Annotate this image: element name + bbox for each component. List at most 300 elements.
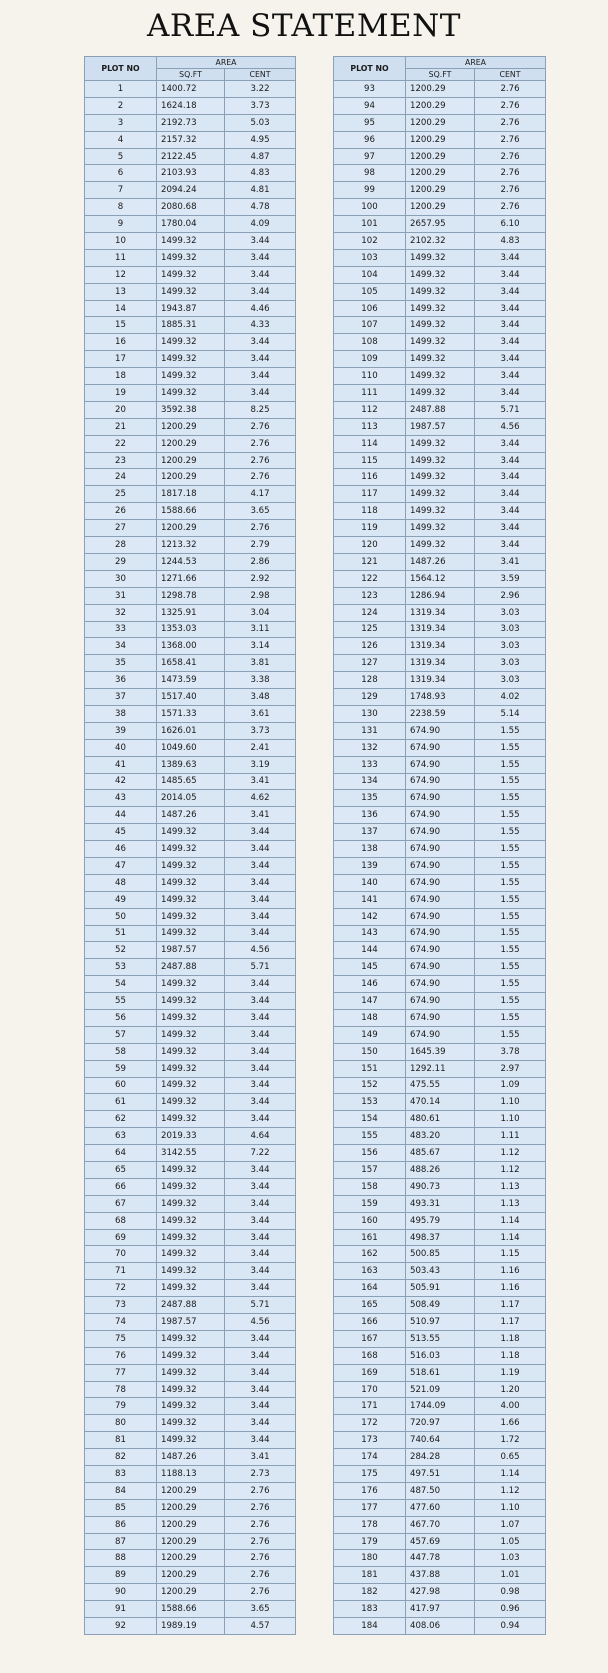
plot-no-cell: 158 [334, 1178, 406, 1195]
table-row [334, 1347, 546, 1364]
cent-cell: 4.57 [225, 1618, 296, 1635]
cent-cell: 2.76 [225, 452, 296, 469]
plot-no-cell: 56 [85, 1009, 157, 1026]
plot-no-cell: 128 [334, 672, 406, 689]
sqft-cell: 2487.88 [406, 401, 475, 418]
plot-no-cell: 9 [85, 216, 157, 233]
sqft-cell: 505.91 [406, 1280, 475, 1297]
sqft-cell: 674.90 [406, 756, 475, 773]
sqft-cell: 674.90 [406, 807, 475, 824]
cent-cell: 3.44 [225, 1162, 296, 1179]
cent-cell: 1.19 [475, 1364, 546, 1381]
area-table-left [84, 56, 296, 1635]
table-row [334, 1212, 546, 1229]
table-row [85, 1449, 296, 1466]
plot-no-cell: 134 [334, 773, 406, 790]
cent-cell: 3.19 [225, 756, 296, 773]
plot-no-cell: 163 [334, 1263, 406, 1280]
plot-no-cell: 17 [85, 351, 157, 368]
cent-cell: 3.44 [225, 925, 296, 942]
plot-no-cell: 13 [85, 283, 157, 300]
plot-no-cell: 94 [334, 97, 406, 114]
sqft-cell: 1286.94 [406, 587, 475, 604]
cent-cell: 1.55 [475, 891, 546, 908]
plot-no-cell: 18 [85, 368, 157, 385]
cent-cell: 2.79 [225, 537, 296, 554]
table-row [85, 435, 296, 452]
table-row [334, 199, 546, 216]
cent-cell: 1.13 [475, 1195, 546, 1212]
table-row [334, 148, 546, 165]
table-row [85, 722, 296, 739]
area-table-right [333, 56, 546, 1635]
cent-cell: 3.44 [475, 249, 546, 266]
table-row [85, 503, 296, 520]
table-row [85, 1347, 296, 1364]
cent-cell: 3.41 [225, 807, 296, 824]
table-row [334, 1381, 546, 1398]
sqft-cell: 1499.32 [406, 469, 475, 486]
table-row [334, 976, 546, 993]
sqft-cell: 1989.19 [157, 1618, 225, 1635]
table-row [334, 874, 546, 891]
table-row [334, 841, 546, 858]
sqft-cell: 3142.55 [157, 1145, 225, 1162]
plot-no-cell: 82 [85, 1449, 157, 1466]
plot-no-cell: 169 [334, 1364, 406, 1381]
sqft-cell: 1244.53 [157, 553, 225, 570]
sqft-cell: 1319.34 [406, 638, 475, 655]
table-row [334, 216, 546, 233]
plot-no-cell: 27 [85, 520, 157, 537]
table-row [334, 1466, 546, 1483]
sqft-cell: 1499.32 [157, 857, 225, 874]
table-row [334, 705, 546, 722]
table-row [85, 1314, 296, 1331]
cent-cell: 4.00 [475, 1398, 546, 1415]
plot-no-cell: 176 [334, 1482, 406, 1499]
sqft-cell: 674.90 [406, 976, 475, 993]
table-row [85, 553, 296, 570]
table-row [334, 824, 546, 841]
cent-cell: 3.11 [225, 621, 296, 638]
sqft-cell: 1499.32 [157, 1195, 225, 1212]
sqft-cell: 417.97 [406, 1601, 475, 1618]
sqft-cell: 674.90 [406, 874, 475, 891]
table-row [85, 182, 296, 199]
plot-no-cell: 7 [85, 182, 157, 199]
cent-cell: 5.03 [225, 114, 296, 131]
plot-no-cell: 29 [85, 553, 157, 570]
plot-no-cell: 23 [85, 452, 157, 469]
plot-no-cell: 74 [85, 1314, 157, 1331]
sqft-cell: 483.20 [406, 1128, 475, 1145]
cent-cell: 3.03 [475, 638, 546, 655]
cent-cell: 5.71 [225, 959, 296, 976]
sqft-cell: 1499.32 [406, 249, 475, 266]
cent-cell: 1.55 [475, 807, 546, 824]
table-row [334, 1195, 546, 1212]
sqft-cell: 1499.32 [157, 351, 225, 368]
plot-no-cell: 46 [85, 841, 157, 858]
sqft-cell: 1499.32 [157, 266, 225, 283]
plot-no-cell: 171 [334, 1398, 406, 1415]
sqft-cell: 2238.59 [406, 705, 475, 722]
table-row [85, 1229, 296, 1246]
plot-no-cell: 159 [334, 1195, 406, 1212]
table-row [85, 1499, 296, 1516]
sqft-cell: 1200.29 [157, 1567, 225, 1584]
cent-cell: 4.46 [225, 300, 296, 317]
plot-no-cell: 71 [85, 1263, 157, 1280]
plot-no-cell: 106 [334, 300, 406, 317]
table-row [334, 233, 546, 250]
sqft-cell: 1626.01 [157, 722, 225, 739]
cent-cell: 3.44 [225, 1077, 296, 1094]
plot-no-cell: 6 [85, 165, 157, 182]
cent-cell: 6.10 [475, 216, 546, 233]
sqft-cell: 437.88 [406, 1567, 475, 1584]
sqft-cell: 485.67 [406, 1145, 475, 1162]
table-row [85, 148, 296, 165]
sqft-cell: 1319.34 [406, 655, 475, 672]
sqft-cell: 488.26 [406, 1162, 475, 1179]
plot-no-cell: 153 [334, 1094, 406, 1111]
cent-cell: 4.02 [475, 689, 546, 706]
sqft-cell: 1200.29 [157, 1550, 225, 1567]
plot-no-cell: 144 [334, 942, 406, 959]
table-row [85, 790, 296, 807]
table-row [334, 283, 546, 300]
plot-no-cell: 31 [85, 587, 157, 604]
plot-no-cell: 131 [334, 722, 406, 739]
table-row [334, 1263, 546, 1280]
table-row [85, 1601, 296, 1618]
cent-header: CENT [225, 69, 296, 81]
cent-cell: 1.55 [475, 993, 546, 1010]
page-title: AREA STATEMENT [147, 8, 461, 44]
plot-no-cell: 161 [334, 1229, 406, 1246]
plot-no-cell: 93 [334, 81, 406, 98]
cent-cell: 3.44 [475, 266, 546, 283]
plot-no-cell: 115 [334, 452, 406, 469]
sqft-cell: 674.90 [406, 959, 475, 976]
cent-cell: 4.83 [225, 165, 296, 182]
cent-cell: 3.44 [225, 1212, 296, 1229]
table-row [85, 1297, 296, 1314]
sqft-cell: 408.06 [406, 1618, 475, 1635]
sqft-cell: 1499.32 [157, 249, 225, 266]
cent-cell: 8.25 [225, 401, 296, 418]
sqft-cell: 674.90 [406, 841, 475, 858]
table-row [85, 165, 296, 182]
plot-no-cell: 15 [85, 317, 157, 334]
cent-cell: 0.96 [475, 1601, 546, 1618]
cent-cell: 5.71 [225, 1297, 296, 1314]
sqft-cell: 1368.00 [157, 638, 225, 655]
sqft-cell: 1200.29 [157, 469, 225, 486]
sqft-cell: 1389.63 [157, 756, 225, 773]
sqft-cell: 674.90 [406, 790, 475, 807]
cent-cell: 1.55 [475, 942, 546, 959]
plot-no-cell: 172 [334, 1415, 406, 1432]
table-row [85, 1482, 296, 1499]
table-row [85, 1060, 296, 1077]
cent-cell: 3.48 [225, 689, 296, 706]
sqft-cell: 1200.29 [157, 1533, 225, 1550]
table-row [334, 1128, 546, 1145]
plot-no-cell: 43 [85, 790, 157, 807]
plot-no-cell: 130 [334, 705, 406, 722]
sqft-cell: 1499.32 [406, 452, 475, 469]
plot-no-cell: 33 [85, 621, 157, 638]
sqft-cell: 1645.39 [406, 1043, 475, 1060]
plot-no-cell: 12 [85, 266, 157, 283]
table-row [85, 1195, 296, 1212]
cent-cell: 1.55 [475, 722, 546, 739]
plot-no-header: PLOT NO [334, 57, 406, 81]
cent-cell: 0.94 [475, 1618, 546, 1635]
sqft-cell: 1499.32 [157, 993, 225, 1010]
sqft-cell: 674.90 [406, 908, 475, 925]
plot-no-cell: 79 [85, 1398, 157, 1415]
cent-cell: 1.13 [475, 1178, 546, 1195]
table-row [334, 1060, 546, 1077]
table-row [334, 959, 546, 976]
sqft-cell: 1499.32 [157, 841, 225, 858]
plot-no-cell: 179 [334, 1533, 406, 1550]
table-row [85, 1246, 296, 1263]
cent-cell: 3.44 [475, 317, 546, 334]
cent-cell: 1.15 [475, 1246, 546, 1263]
plot-no-cell: 155 [334, 1128, 406, 1145]
sqft-cell: 1049.60 [157, 739, 225, 756]
cent-cell: 3.44 [225, 368, 296, 385]
cent-cell: 2.97 [475, 1060, 546, 1077]
sqft-cell: 2014.05 [157, 790, 225, 807]
table-row [334, 1297, 546, 1314]
sqft-cell: 495.79 [406, 1212, 475, 1229]
table-row [85, 486, 296, 503]
plot-no-cell: 20 [85, 401, 157, 418]
plot-no-cell: 137 [334, 824, 406, 841]
plot-no-cell: 177 [334, 1499, 406, 1516]
cent-cell: 4.17 [225, 486, 296, 503]
plot-no-cell: 16 [85, 334, 157, 351]
cent-cell: 3.44 [225, 1280, 296, 1297]
table-row [85, 1212, 296, 1229]
table-row [85, 283, 296, 300]
plot-no-cell: 96 [334, 131, 406, 148]
sqft-cell: 521.09 [406, 1381, 475, 1398]
sqft-cell: 1499.32 [157, 1246, 225, 1263]
plot-no-cell: 133 [334, 756, 406, 773]
table-row [334, 722, 546, 739]
sqft-cell: 674.90 [406, 824, 475, 841]
sqft-cell: 1499.32 [157, 334, 225, 351]
sqft-cell: 2192.73 [157, 114, 225, 131]
plot-no-cell: 51 [85, 925, 157, 942]
table-row [334, 1482, 546, 1499]
sqft-cell: 1499.32 [157, 1398, 225, 1415]
cent-cell: 3.44 [475, 283, 546, 300]
table-row [334, 385, 546, 402]
cent-cell: 2.86 [225, 553, 296, 570]
plot-no-cell: 178 [334, 1516, 406, 1533]
plot-no-cell: 39 [85, 722, 157, 739]
cent-cell: 4.64 [225, 1128, 296, 1145]
cent-cell: 4.78 [225, 199, 296, 216]
table-row [334, 351, 546, 368]
plot-no-cell: 92 [85, 1618, 157, 1635]
plot-no-cell: 48 [85, 874, 157, 891]
table-row [85, 689, 296, 706]
cent-cell: 2.76 [225, 1550, 296, 1567]
cent-cell: 1.55 [475, 1009, 546, 1026]
cent-cell: 1.55 [475, 976, 546, 993]
table-row [85, 1466, 296, 1483]
sqft-cell: 1499.32 [157, 1094, 225, 1111]
plot-no-cell: 19 [85, 385, 157, 402]
sqft-cell: 1200.29 [157, 435, 225, 452]
cent-cell: 3.44 [225, 1094, 296, 1111]
plot-no-cell: 64 [85, 1145, 157, 1162]
plot-no-cell: 90 [85, 1584, 157, 1601]
sqft-cell: 1499.32 [157, 925, 225, 942]
table-row [334, 537, 546, 554]
table-row [334, 1398, 546, 1415]
sqft-cell: 1499.32 [157, 1212, 225, 1229]
table-row [334, 401, 546, 418]
cent-cell: 5.14 [475, 705, 546, 722]
cent-cell: 2.76 [475, 148, 546, 165]
table-row [334, 1077, 546, 1094]
table-row [85, 317, 296, 334]
cent-cell: 1.14 [475, 1212, 546, 1229]
cent-cell: 1.10 [475, 1499, 546, 1516]
cent-cell: 1.11 [475, 1128, 546, 1145]
plot-no-cell: 72 [85, 1280, 157, 1297]
cent-cell: 1.20 [475, 1381, 546, 1398]
table-row [334, 908, 546, 925]
plot-no-cell: 117 [334, 486, 406, 503]
sqft-cell: 1353.03 [157, 621, 225, 638]
plot-no-cell: 124 [334, 604, 406, 621]
plot-no-cell: 143 [334, 925, 406, 942]
cent-cell: 3.44 [475, 520, 546, 537]
sqft-cell: 1571.33 [157, 705, 225, 722]
plot-no-cell: 24 [85, 469, 157, 486]
cent-cell: 2.76 [225, 418, 296, 435]
table-row [85, 1432, 296, 1449]
table-row [85, 266, 296, 283]
table-row [85, 1009, 296, 1026]
plot-no-cell: 120 [334, 537, 406, 554]
table-row [334, 739, 546, 756]
cent-cell: 3.44 [225, 857, 296, 874]
plot-no-cell: 167 [334, 1330, 406, 1347]
plot-no-cell: 125 [334, 621, 406, 638]
cent-cell: 3.44 [225, 1043, 296, 1060]
table-row [334, 1009, 546, 1026]
plot-no-cell: 166 [334, 1314, 406, 1331]
plot-no-cell: 136 [334, 807, 406, 824]
table-row [85, 1398, 296, 1415]
plot-no-cell: 25 [85, 486, 157, 503]
table-row [85, 1584, 296, 1601]
cent-cell: 4.09 [225, 216, 296, 233]
cent-cell: 3.44 [475, 300, 546, 317]
plot-no-cell: 8 [85, 199, 157, 216]
cent-cell: 3.44 [225, 1246, 296, 1263]
sqft-cell: 1319.34 [406, 604, 475, 621]
plot-no-cell: 38 [85, 705, 157, 722]
table-row [85, 1533, 296, 1550]
table-row [334, 1280, 546, 1297]
cent-cell: 2.76 [225, 1499, 296, 1516]
sqft-cell: 674.90 [406, 857, 475, 874]
sqft-cell: 490.73 [406, 1178, 475, 1195]
cent-cell: 3.03 [475, 621, 546, 638]
table-row [334, 1449, 546, 1466]
plot-no-cell: 149 [334, 1026, 406, 1043]
cent-cell: 3.44 [475, 537, 546, 554]
cent-cell: 1.07 [475, 1516, 546, 1533]
sqft-cell: 1499.32 [406, 385, 475, 402]
sqft-cell: 2487.88 [157, 1297, 225, 1314]
plot-no-cell: 95 [334, 114, 406, 131]
cent-cell: 4.81 [225, 182, 296, 199]
plot-no-cell: 150 [334, 1043, 406, 1060]
sqft-cell: 1200.29 [406, 81, 475, 98]
table-row [85, 452, 296, 469]
plot-no-cell: 5 [85, 148, 157, 165]
table-row [85, 655, 296, 672]
table-row [334, 435, 546, 452]
sqft-cell: 1319.34 [406, 672, 475, 689]
sqft-cell: 1200.29 [157, 452, 225, 469]
plot-no-cell: 80 [85, 1415, 157, 1432]
table-row [334, 266, 546, 283]
cent-cell: 3.44 [225, 249, 296, 266]
table-row [334, 1567, 546, 1584]
plot-no-cell: 113 [334, 418, 406, 435]
table-row [85, 891, 296, 908]
plot-no-cell: 157 [334, 1162, 406, 1179]
plot-no-cell: 121 [334, 553, 406, 570]
table-row [85, 908, 296, 925]
cent-cell: 3.44 [225, 824, 296, 841]
table-row [334, 857, 546, 874]
cent-cell: 3.03 [475, 672, 546, 689]
sqft-cell: 497.51 [406, 1466, 475, 1483]
table-row [334, 604, 546, 621]
cent-cell: 3.44 [225, 841, 296, 858]
sqft-cell: 1499.32 [157, 1381, 225, 1398]
cent-cell: 3.44 [225, 1009, 296, 1026]
cent-cell: 1.10 [475, 1111, 546, 1128]
cent-cell: 1.10 [475, 1094, 546, 1111]
cent-cell: 1.16 [475, 1263, 546, 1280]
table-row [334, 1516, 546, 1533]
plot-no-cell: 68 [85, 1212, 157, 1229]
table-row [334, 1043, 546, 1060]
table-row [85, 114, 296, 131]
cent-cell: 3.22 [225, 81, 296, 98]
sqft-cell: 1499.32 [157, 1111, 225, 1128]
table-row [334, 807, 546, 824]
cent-cell: 0.98 [475, 1584, 546, 1601]
